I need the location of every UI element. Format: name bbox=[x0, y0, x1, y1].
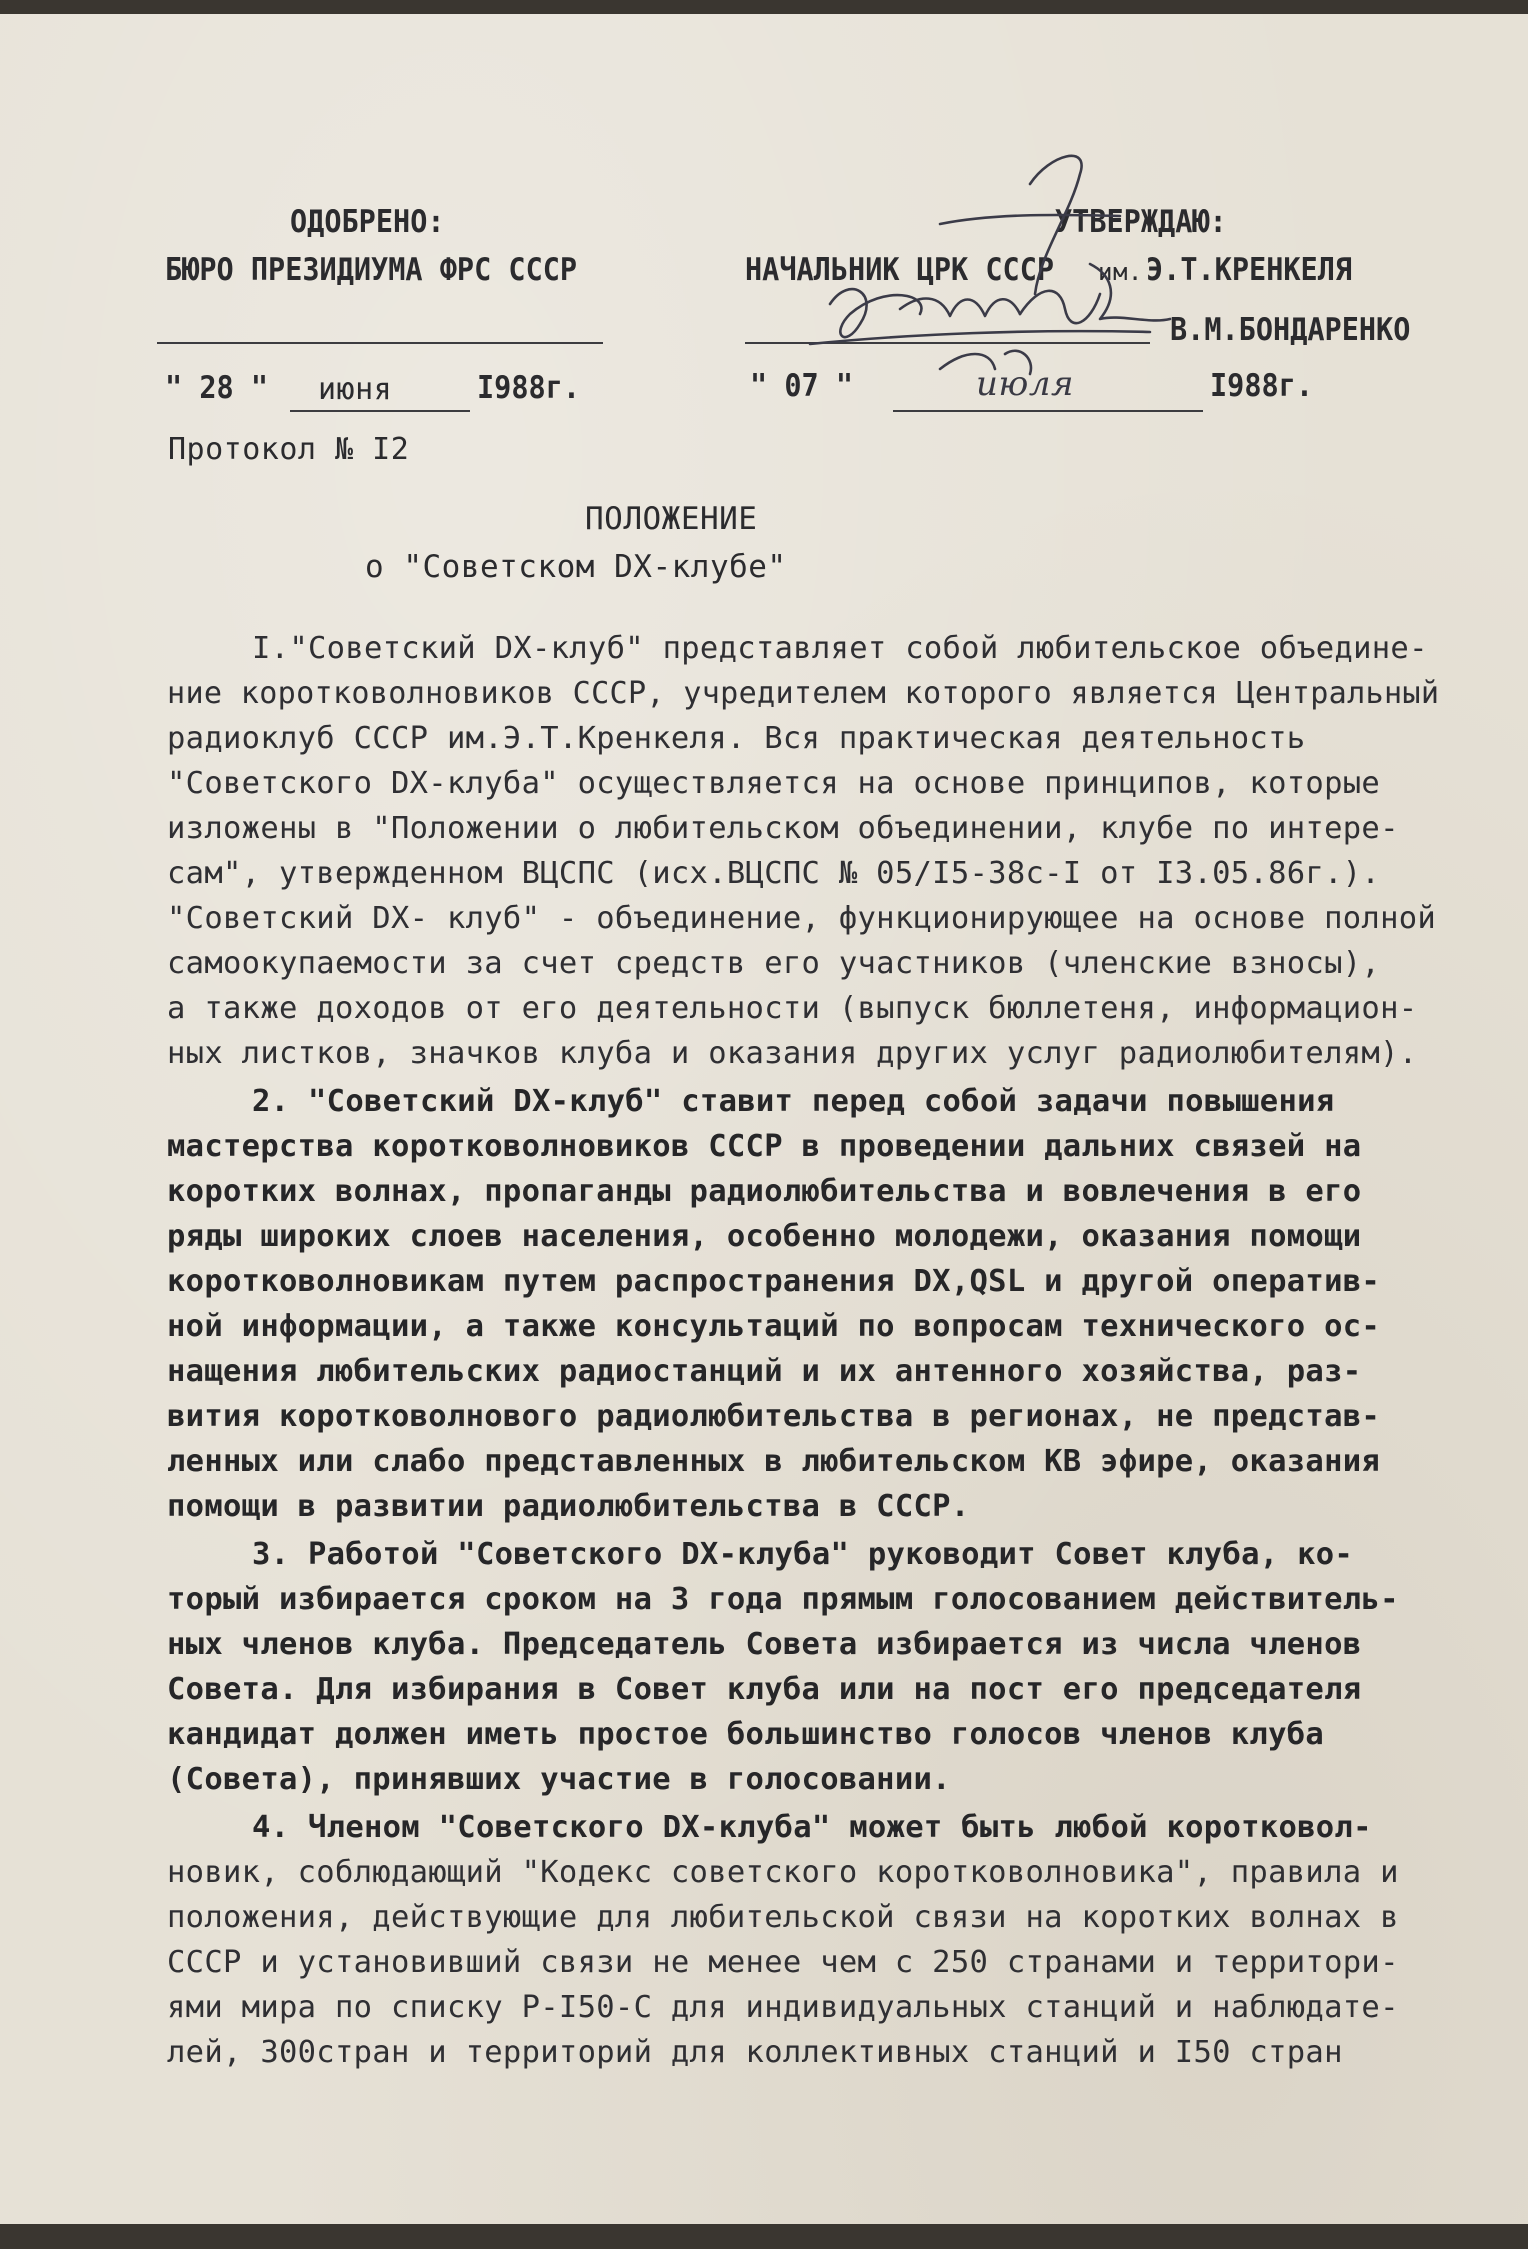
approve-month-underline bbox=[893, 410, 1203, 412]
p3-line-5: кандидат должен иметь простое большинство голосов членов клуба bbox=[167, 1717, 1325, 1752]
approve-date-month: июля bbox=[976, 364, 1074, 404]
p1-line-3: радиоклуб СССР им.Э.Т.Кренкеля. Вся практическая деятельность bbox=[167, 721, 1306, 756]
approve-org-part1: НАЧАЛЬНИК ЦРК СССР bbox=[745, 252, 1055, 288]
p1-line-4: "Советского DX-клуба" осуществляется на основе принципов, которые bbox=[167, 766, 1381, 801]
p4-line-2: новик, соблюдающий "Кодекс советского коротковолновика", правила и bbox=[167, 1855, 1399, 1890]
approve-date-year: I988г. bbox=[1210, 368, 1314, 404]
approved-date-month: июня bbox=[318, 372, 393, 407]
approve-org-im: им. bbox=[1098, 258, 1143, 286]
p1-line-7: "Советский DX- клуб" - объединение, функционирующее на основе полной bbox=[167, 901, 1437, 936]
scan-bottom-edge bbox=[0, 2224, 1528, 2249]
p1-line-2: ние коротковолновиков СССР, учредителем которого является Центральный bbox=[167, 676, 1440, 711]
p3-line-3: ных членов клуба. Председатель Совета избирается из числа членов bbox=[167, 1627, 1362, 1662]
approved-month-underline bbox=[290, 410, 470, 412]
p1-line-9: а также доходов от его деятельности (выпуск бюллетеня, информацион- bbox=[167, 991, 1418, 1026]
p4-line-3: положения, действующие для любительской связи на коротких волнах в bbox=[167, 1900, 1399, 1935]
p1-line-10: ных листков, значков клуба и оказания других услуг радиолюбителям). bbox=[167, 1036, 1418, 1071]
p3-line-4: Совета. Для избирания в Совет клуба или на пост его председателя bbox=[167, 1672, 1362, 1707]
approve-date-day: " 07 " bbox=[750, 368, 854, 404]
document-subtitle: о "Советском DX-клубе" bbox=[365, 549, 787, 585]
approved-date-year: I988г. bbox=[477, 370, 581, 406]
protocol-number: Протокол № I2 bbox=[168, 432, 410, 467]
signature-scribble bbox=[790, 144, 1210, 394]
p1-line-1: I."Советский DX-клуб" представляет собой любительское объедине- bbox=[252, 631, 1428, 666]
p4-line-6: лей, 300стран и территорий для коллективных станций и I50 стран bbox=[167, 2035, 1343, 2070]
p1-line-5: изложены в "Положении о любительском объединении, клубе по интере- bbox=[167, 811, 1399, 846]
p4-line-4: СССР и установивший связи не менее чем с 250 странами и территори- bbox=[167, 1945, 1399, 1980]
approved-title: ОДОБРЕНО: bbox=[290, 204, 445, 240]
approved-signature-line bbox=[157, 342, 603, 344]
p2-line-2: мастерства коротковолновиков СССР в проведении дальних связей на bbox=[167, 1129, 1362, 1164]
approved-org: БЮРО ПРЕЗИДИУМА ФРС СССР bbox=[165, 252, 578, 288]
p2-line-4: ряды широких слоев населения, особенно молодежи, оказания помощи bbox=[167, 1219, 1362, 1254]
p3-line-6: (Совета), принявших участие в голосовании. bbox=[167, 1762, 951, 1797]
p2-line-3: коротких волнах, пропаганды радиолюбительства и вовлечения в его bbox=[167, 1174, 1362, 1209]
p3-line-2: торый избирается сроком на 3 года прямым голосованием действитель- bbox=[167, 1582, 1399, 1617]
p2-line-8: вития коротковолнового радиолюбительства в регионах, не представ- bbox=[167, 1399, 1381, 1434]
document-title: ПОЛОЖЕНИЕ bbox=[585, 501, 758, 537]
p2-line-10: помощи в развитии радиолюбительства в СССР. bbox=[167, 1489, 970, 1524]
p4-line-5: ями мира по списку Р-I50-С для индивидуальных станций и наблюдате- bbox=[167, 1990, 1399, 2025]
p2-line-7: нащения любительских радиостанций и их антенного хозяйства, раз- bbox=[167, 1354, 1362, 1389]
approve-title: УТВЕРЖДАЮ: bbox=[1055, 204, 1227, 240]
p2-line-5: коротковолновикам путем распространения DX,QSL и другой оператив- bbox=[167, 1264, 1381, 1299]
approve-name: В.М.БОНДАРЕНКО bbox=[1170, 312, 1411, 348]
p2-line-9: ленных или слабо представленных в любительском КВ эфире, оказания bbox=[167, 1444, 1381, 1479]
document-page bbox=[0, 14, 1528, 2224]
p2-line-1: 2. "Советский DX-клуб" ставит перед собой задачи повышения bbox=[252, 1084, 1335, 1119]
approved-date-day: " 28 " bbox=[165, 370, 269, 406]
p1-line-8: самоокупаемости за счет средств его участников (членские взносы), bbox=[167, 946, 1381, 981]
p1-line-6: сам", утвержденном ВЦСПС (исх.ВЦСПС № 05/I5-38с-I от I3.05.86г.). bbox=[167, 856, 1381, 891]
p2-line-6: ной информации, а также консультаций по вопросам технического ос- bbox=[167, 1309, 1381, 1344]
p4-line-1: 4. Членом "Советского DX-клуба" может быть любой коротковол- bbox=[252, 1810, 1372, 1845]
approve-org-part2: Э.Т.КРЕНКЕЛЯ bbox=[1146, 252, 1353, 288]
p3-line-1: 3. Работой "Советского DX-клуба" руководит Совет клуба, ко- bbox=[252, 1537, 1354, 1572]
